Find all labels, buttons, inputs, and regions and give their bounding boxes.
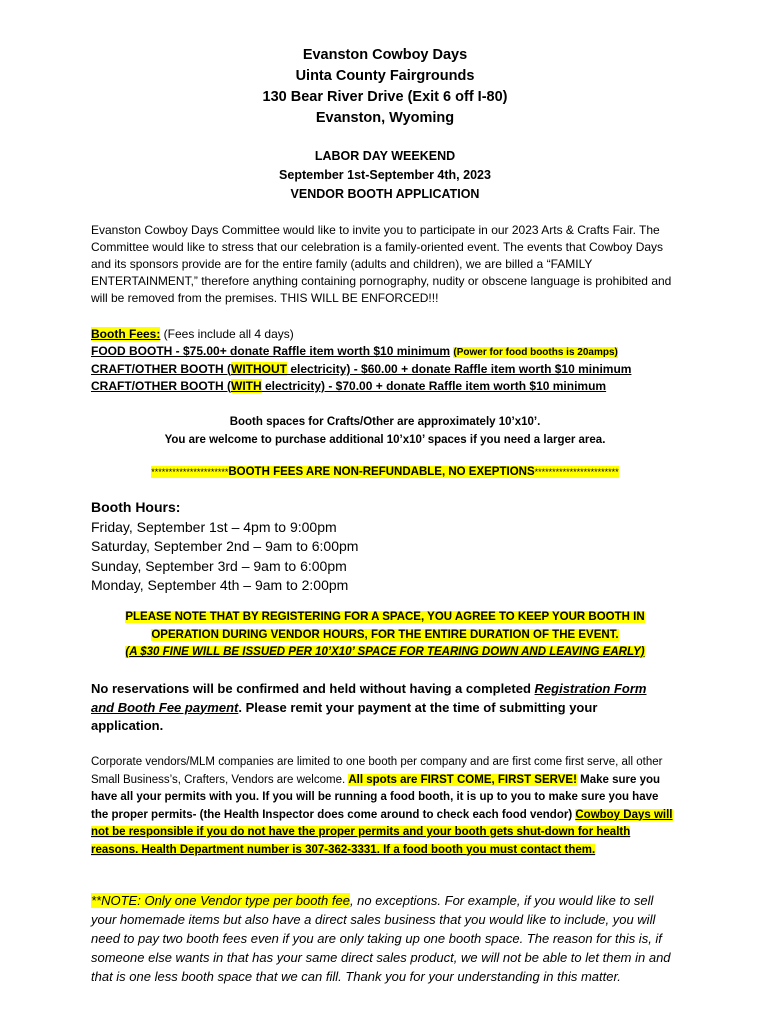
booth-fees-note: (Fees include all 4 days) [160,327,294,341]
stars-left: ********************** [151,467,229,477]
intro-paragraph: Evanston Cowboy Days Committee would like to invite you to participate in our 2023 Arts & Crafts Fair. The Committee would like to stress that our celebration is a family-oriented event. The events that Cowboy Days and its sponsors provide are for the entire family (adults and children), we are billed a “FAMILY ENTERTAINMENT,” therefore anything containing pornography, nudity or obscene language is prohibited and will be removed from the premises. THIS WILL BE ENFORCED!!! [91,223,672,305]
craft-booth-power-fee: CRAFT/OTHER BOOTH (WITH electricity) - $70.00 + donate Raffle item worth $10 minimum [91,379,607,393]
vendor-hours-notice [0,609,770,662]
notice-line-2: OPERATION DURING VENDOR HOURS, FOR THE ENTIRE DURATION OF THE EVENT. [151,628,619,641]
notice-fine: (A $30 FINE WILL BE ISSUED PER 10’X10’ SPACE FOR TEARING DOWN AND LEAVING EARLY) [125,646,645,658]
booth-fees-section [91,326,681,395]
booth-hours-title: Booth Hours: [91,499,181,515]
first-come-notice: All spots are FIRST COME, FIRST SERVE! [348,773,577,786]
booth-space-size: Booth spaces for Crafts/Other are approximately 10’x10’. [229,416,541,428]
booth-fees-label: Booth Fees: [91,327,161,341]
hours-saturday: Saturday, September 2nd – 9am to 6:00pm [91,538,359,554]
notice-line-1: PLEASE NOTE THAT BY REGISTERING FOR A SPACE, YOU AGREE TO KEEP YOUR BOOTH IN [125,611,645,623]
event-weekend: LABOR DAY WEEKEND [314,149,456,163]
header-venue: Uinta County Fairgrounds [295,68,475,84]
event-dates: September 1st-September 4th, 2023 [279,168,491,182]
booth-space-info [0,413,770,449]
header-block [0,45,770,129]
header-event-name: Evanston Cowboy Days [302,47,468,63]
non-refundable-text: BOOTH FEES ARE NON-REFUNDABLE, NO EXEPTIONS [228,466,535,478]
vendor-type-note-highlight: **NOTE: Only one Vendor type per booth fee [91,893,350,908]
vendor-type-note: **NOTE: Only one Vendor type per booth fee, no exceptions. For example, if you would like to sell your homemade items but also have a direct sales business that you would like to include, you will need to pay two booth fees even if you are only taking up one booth space. The reason for this is, if someone else wants in that has your same direct sales product, we will not be able to let them in and that is one less booth space that we can fill. Thank you for your understanding in this matter. [91,893,671,984]
health-permit-notice: Cowboy Days will not be responsible if you do not have the proper permits and your booth gets shut-down for health reasons. Health Department number is 307-362-3331. If a food booth you must contact them. [91,808,673,856]
header-address: 130 Bear River Drive (Exit 6 off I-80) [262,89,508,105]
event-title: VENDOR BOOTH APPLICATION [290,187,480,201]
hours-friday: Friday, September 1st – 4pm to 9:00pm [91,518,337,535]
food-booth-fee: FOOD BOOTH - $75.00+ donate Raffle item worth $10 minimum [91,344,451,358]
food-power-note: (Power for food booths is 20amps) [453,347,618,358]
booth-space-additional: You are welcome to purchase additional 10’x10’ spaces if you need a larger area. [164,434,606,446]
booth-hours-section [91,498,691,596]
stars-right: ************************ [534,467,619,477]
corporate-vendors-paragraph: Corporate vendors/MLM companies are limited to one booth per company and are first come first serve, all other Small Business’s, Crafters, Vendors are welcome. All spots are FIRST COME, FIRST SERVE! Make sure you have all your permits with you. If you will be running a food booth, it is up to you to make sure you have the proper permits- (the Health Inspector does come around to check each food vendor) Cowboy Days will not be responsible if you do not have the proper permits and your booth gets shut-down for health reasons. Health Department number is 307-362-3331. If a food booth you must contact them. [91,756,673,856]
non-refundable-banner [0,463,770,481]
registration-form-text: Registration Form and Booth Fee payment [91,681,647,715]
hours-monday: Monday, September 4th – 9am to 2:00pm [91,577,349,593]
craft-booth-no-power-fee: CRAFT/OTHER BOOTH (WITHOUT electricity) - $60.00 + donate Raffle item worth $10 minimum [91,362,632,376]
reservations-paragraph: No reservations will be confirmed and held without having a completed Registration Form and Booth Fee payment. Please remit your payment at the time of submitting your application. [91,681,647,733]
hours-sunday: Sunday, September 3rd – 9am to 6:00pm [91,557,347,574]
event-title-block [0,147,770,204]
header-city: Evanston, Wyoming [315,110,455,126]
